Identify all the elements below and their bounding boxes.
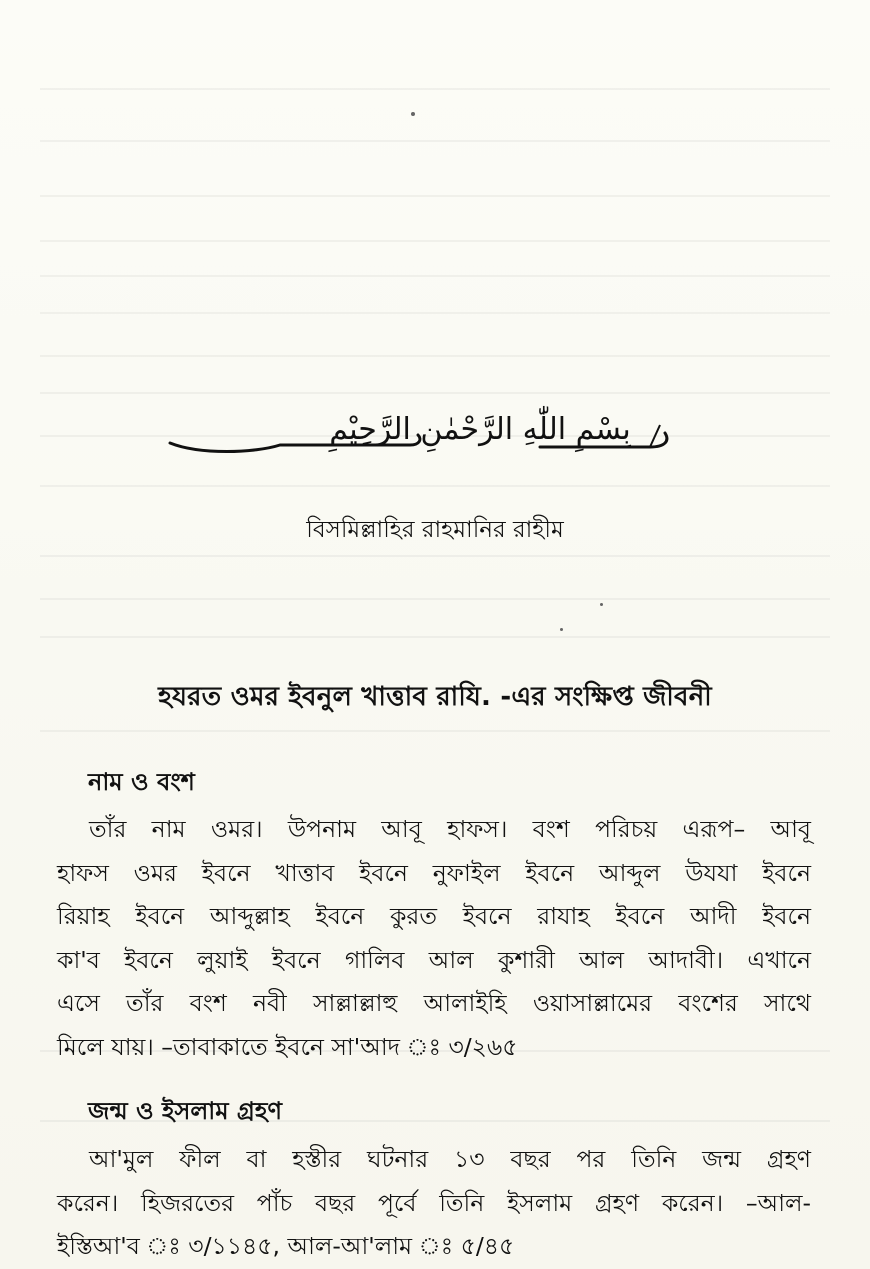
section-heading-name-lineage: নাম ও বংশ	[88, 768, 195, 796]
bleed-line	[40, 312, 830, 314]
text-line: হাফস ওমর ইবনে খাত্তাব ইবনে নুফাইল ইবনে আব্দুল উযযা ইবনে	[57, 858, 811, 887]
bleed-line	[40, 355, 830, 357]
ink-speck	[560, 628, 563, 631]
bleed-line	[40, 485, 830, 487]
bismillah-transliteration: বিসমিল্লাহির রাহমানির রাহীম	[306, 517, 564, 543]
paragraph-birth-islam	[57, 1138, 811, 1269]
bleed-line	[40, 392, 830, 394]
bismillah-calligraphy	[160, 395, 680, 465]
ink-speck	[600, 603, 603, 606]
bleed-line	[40, 240, 830, 242]
ink-speck	[411, 112, 415, 116]
bleed-line	[40, 555, 830, 557]
bleed-line	[40, 275, 830, 277]
bleed-line	[40, 730, 830, 732]
bleed-line	[40, 598, 830, 600]
bleed-line	[40, 88, 830, 90]
text-line: ইস্তিআ'ব ঃ ৩/১১৪৫, আল-আ'লাম ঃ ৫/৪৫	[57, 1232, 515, 1260]
paragraph-name-lineage	[57, 808, 811, 1069]
section-heading-birth-islam: জন্ম ও ইসলাম গ্রহণ	[88, 1097, 282, 1125]
text-line: তাঁর নাম ওমর। উপনাম আবূ হাফস। বংশ পরিচয় এরূপ– আবূ	[89, 815, 811, 843]
text-line: করেন। হিজরতের পাঁচ বছর পূর্বে তিনি ইসলাম গ্রহণ করেন। –আল-	[57, 1188, 811, 1217]
text-line: মিলে যায়। –তাবাকাতে ইবনে সা'আদ ঃ ৩/২৬৫	[57, 1032, 518, 1061]
text-line: কা'ব ইবনে লুয়াই ইবনে গালিব আল কুশারী আল আদাবী। এখানে	[57, 945, 811, 974]
bleed-line	[40, 140, 830, 142]
bleed-line	[40, 636, 830, 638]
chapter-title: হযরত ওমর ইবনুল খাত্তাব রাযি. -এর সংক্ষিপ্ত জীবনী	[158, 682, 712, 712]
text-line: রিয়াহ ইবনে আব্দুল্লাহ ইবনে কুরত ইবনে রাযাহ ইবনে আদী ইবনে	[57, 902, 811, 930]
text-line: এসে তাঁর বংশ নবী সাল্লাল্লাহু আলাইহি ওয়াসাল্লামের বংশের সাথে	[57, 989, 811, 1017]
bismillah-arabic-text: بِسْمِ اللّٰهِ الرَّحْمٰنِ الرَّحِيْمِ	[329, 412, 631, 447]
text-line: আ'মুল ফীল বা হস্তীর ঘটনার ১৩ বছর পর তিনি জন্ম গ্রহণ	[89, 1145, 811, 1173]
bleed-line	[40, 195, 830, 197]
